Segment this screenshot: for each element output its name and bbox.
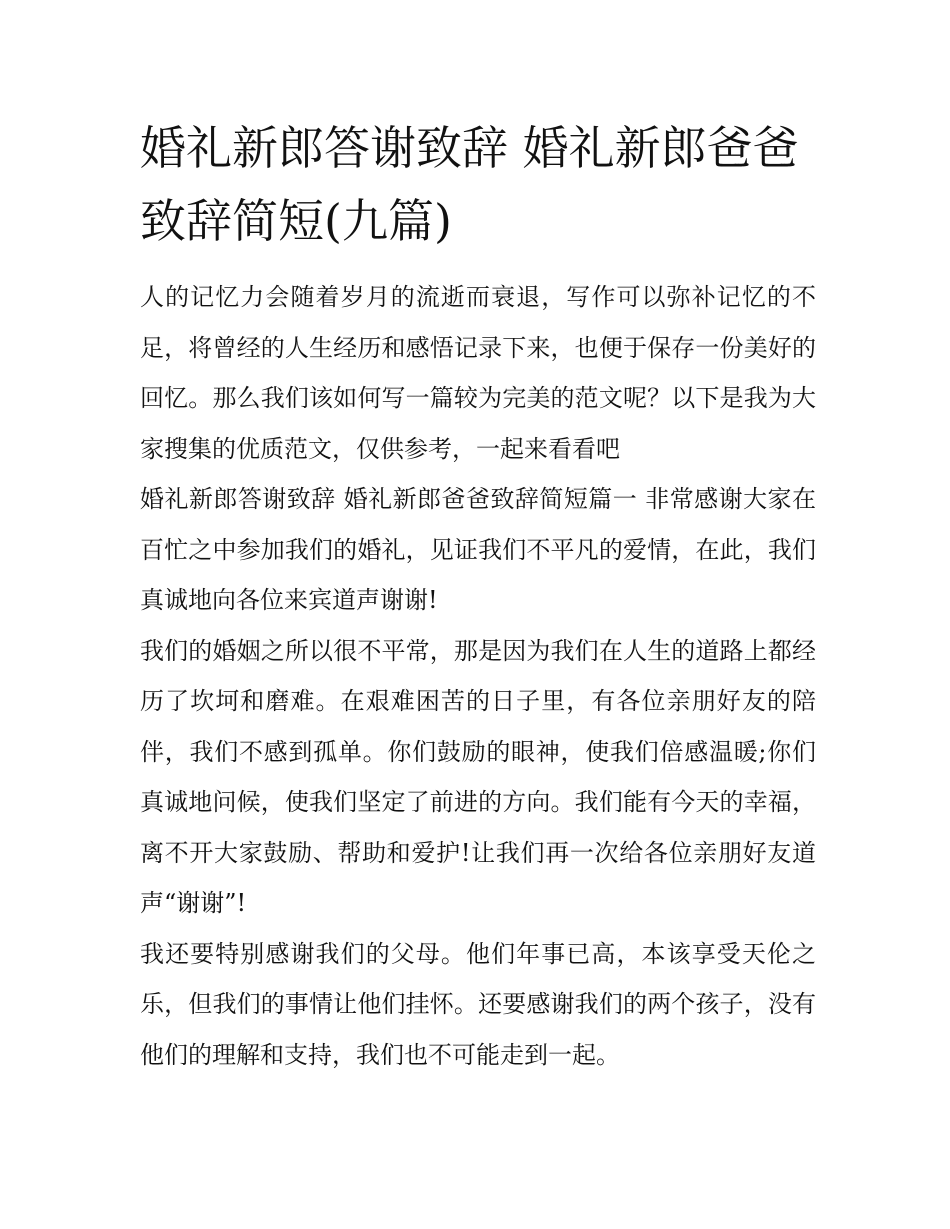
paragraph-marriage: 我们的婚姻之所以很不平常，那是因为我们在人生的道路上都经历了坎坷和磨难。在艰难困苦的日子里，有各位亲朋好友的陪伴，我们不感到孤单。你们鼓励的眼神，使我们倍感温暖;你们真诚地问候，使我们坚定了前进的方向。我们能有今天的幸福，离不开大家鼓励、帮助和爱护!让我们再一次给各位亲朋好友道声“谢谢”! <box>140 636 816 917</box>
paragraph-thanks-guests: 婚礼新郎答谢致辞 婚礼新郎爸爸致辞简短篇一 非常感谢大家在百忙之中参加我们的婚礼，见证我们不平凡的爱情，在此，我们真诚地向各位来宾道声谢谢! <box>140 485 816 614</box>
document-body <box>140 272 816 1080</box>
document-title: 婚礼新郎答谢致辞 婚礼新郎爸爸致辞简短(九篇) <box>140 121 799 248</box>
document-content <box>140 112 816 1080</box>
paragraph-thanks-parents: 我还要特别感谢我们的父母。他们年事已高，本该享受天伦之乐，但我们的事情让他们挂怀。还要感谢我们的两个孩子，没有他们的理解和支持，我们也不可能走到一起。 <box>140 939 816 1069</box>
paragraph-intro: 人的记忆力会随着岁月的流逝而衰退，写作可以弥补记忆的不足，将曾经的人生经历和感悟记录下来，也便于保存一份美好的回忆。那么我们该如何写一篇较为完美的范文呢？以下是我为大家搜集的优质范文，仅供参考，一起来看看吧 <box>140 283 816 463</box>
